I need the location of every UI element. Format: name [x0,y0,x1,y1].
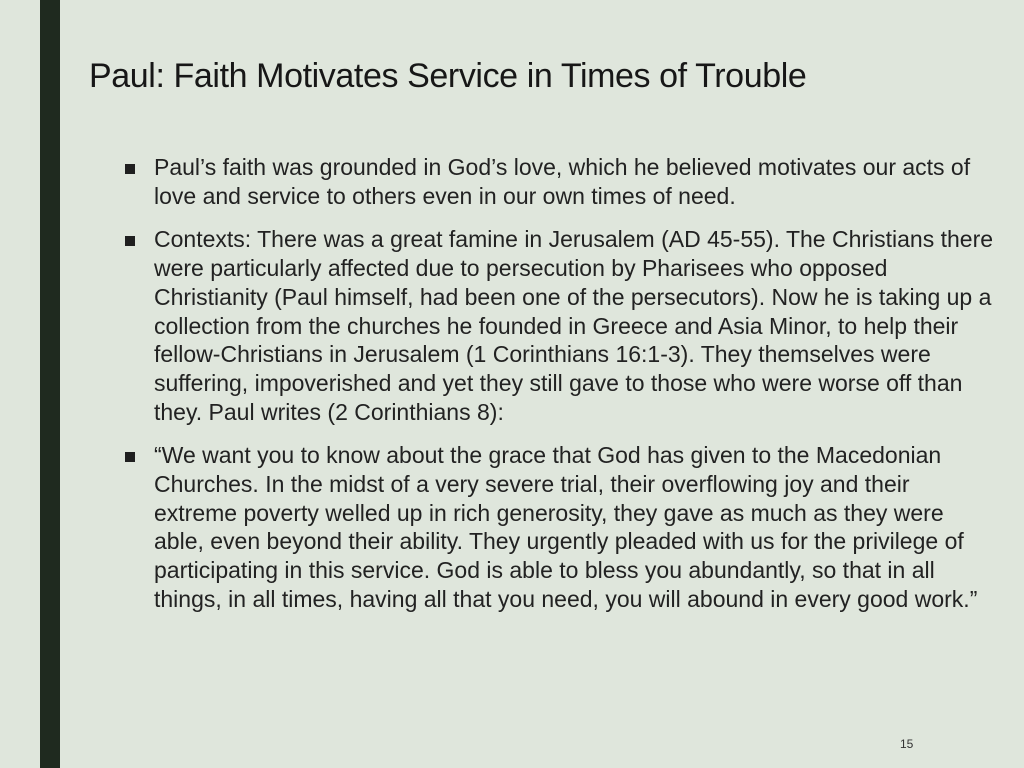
bullet-text: Contexts: There was a great famine in Jerusalem (AD 45-55). The Christians there were particularly affected due to persecution by Pharisees who opposed Christianity (Paul himself, had been one of the persecutors). Now he is taking up a collection from the churches he founded in Greece and Asia Minor, to help their fellow-Christians in Jerusalem (1 Corinthians 16:1-3). They themselves were suffering, impoverished and yet they still gave to those who were worse off than they. Paul writes (2 Corinthians 8): [154,226,994,425]
left-accent-bar [40,0,60,768]
square-bullet-icon [125,452,135,462]
bullet-item-quote [115,441,995,613]
bullet-item-contexts [115,225,995,426]
bullet-item-faith [115,153,995,210]
bullet-text: Paul’s faith was grounded in God’s love, which he believed motivates our acts of love and service to others even in our own times of need. [154,154,971,209]
square-bullet-icon [125,164,135,174]
bullet-list [115,153,995,629]
slide-number: 15 [900,737,914,751]
square-bullet-icon [125,236,135,246]
bullet-text: “We want you to know about the grace that God has given to the Macedonian Churches. In the midst of a very severe trial, their overflowing joy and their extreme poverty welled up in rich generosity, they gave as much as they were able, even beyond their ability. They urgently pleaded with us for the privilege of participating in this service. God is able to bless you abundantly, so that in all things, in all times, having all that you need, you will abound in every good work.” [154,442,978,612]
slide-title: Paul: Faith Motivates Service in Times of Trouble [89,57,807,95]
